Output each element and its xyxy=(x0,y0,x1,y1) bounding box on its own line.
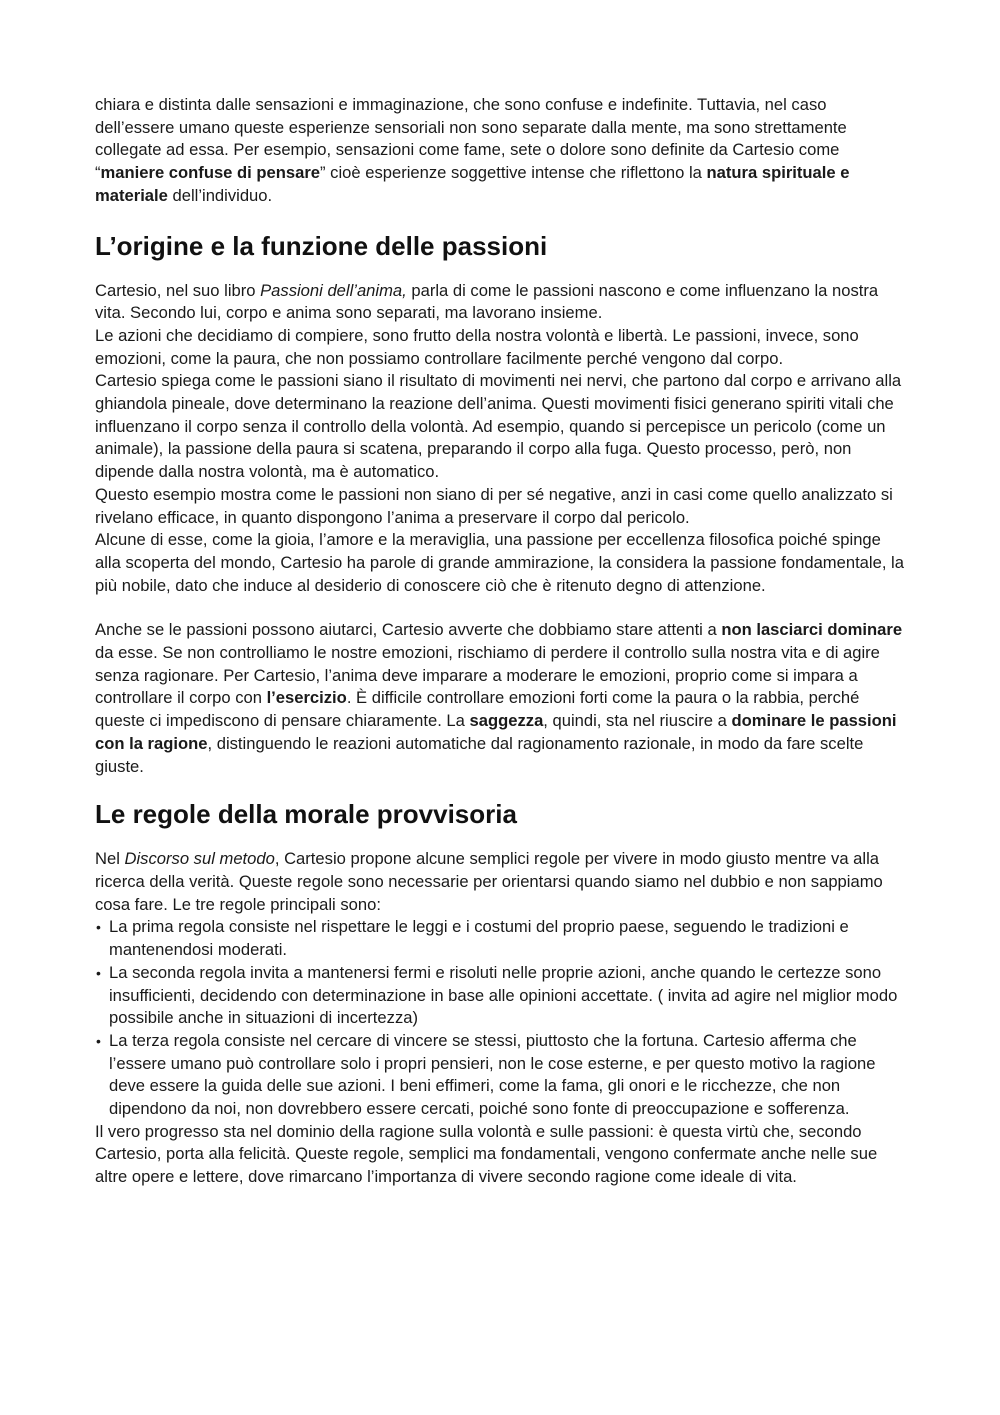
rule-item-3: • La terza regola consiste nel cercare di vincere se stessi, piuttosto che la fortuna. Cartesio afferma che l’essere umano può controllare solo i propri pensieri, non le cose esterne, e per questo motivo la ragione deve essere la guida delle sue azioni. I beni effimeri, come la fama, gli onori e le ricchezze, che non dipendono da noi, non dovrebbero essere cercati, poiché sono fonte di preoccupazione e sofferenza. xyxy=(95,1030,910,1121)
intro-bold-2: natura spirituale e materiale xyxy=(95,163,850,205)
origine-p6-text-1: Anche se le passioni possono aiutarci, Cartesio avverte che dobbiamo stare attenti a xyxy=(95,620,722,640)
intro-bold-1: maniere confuse di pensare xyxy=(100,163,321,183)
origine-p6-text-5: , distinguendo le reazioni automatiche dal ragionamento razionale, in modo da fare scelte giuste. xyxy=(95,733,864,776)
regole-p1-text-2: , Cartesio propone alcune semplici regole per vivere in modo giusto mentre va alla ricerca della verità. Queste regole sono necessarie per orientarsi quando siamo nel dubbio e non sappiamo cosa fare. Le tre regole principali sono: xyxy=(95,849,883,914)
section-heading-origine: L’origine e la funzione delle passioni xyxy=(95,230,548,261)
rule-item-1: • La prima regola consiste nel rispettare le leggi e i costumi del proprio paese, seguendo le tradizioni e mantenendosi moderati. xyxy=(95,916,910,961)
origine-p6-bold-1: non lasciarci dominare xyxy=(721,620,903,640)
origine-p6-bold-4: dominare le passioni con la ragione xyxy=(95,711,897,753)
origine-paragraph-1 xyxy=(95,280,910,325)
origine-paragraph-4: Questo esempio mostra come le passioni non siano di per sé negative, anzi in casi come quello analizzato si rivelano efficace, in quanto dispongono l’anima a preservare il corpo dal pericolo. xyxy=(95,484,893,527)
document-page xyxy=(95,94,910,1189)
origine-p6-text-2: da esse. Se non controlliamo le nostre emozioni, rischiamo di perdere il controllo sulla nostra vita e di agire senza ragionare. Per Cartesio, l’anima deve imparare a moderare le emozioni, proprio come si impara a controllare il corpo con xyxy=(95,643,880,708)
intro-paragraph xyxy=(95,94,910,208)
intro-text-3: dell’individuo. xyxy=(167,185,273,205)
intro-text-1: chiara e distinta dalle sensazioni e immaginazione, che sono confuse e indefinite. Tuttavia, nel caso dell’essere umano queste esperienze sensoriali non sono separate dalla mente, ma sono strettamente collegate ad essa. Per esempio, sensazioni come fame, sete o dolore sono definite da Cartesio come “ xyxy=(95,95,847,183)
origine-p6-bold-2: l’esercizio xyxy=(266,688,347,708)
origine-p1-italic: Passioni dell’anima, xyxy=(260,280,407,300)
regole-paragraph-1 xyxy=(95,848,910,916)
regole-paragraph-2: Il vero progresso sta nel dominio della ragione sulla volontà e sulle passioni: è questa virtù che, secondo Cartesio, porta alla felicità. Queste regole, semplici ma fondamentali, vengono confermate anche nelle sue altre opere e lettere, dove rimarcano l’importanza di vivere secondo ragione come ideale di vita. xyxy=(95,1121,878,1187)
origine-p6-text-3: . È difficile controllare emozioni forti come la paura o la rabbia, perché queste ci impediscono di pensare chiaramente. La xyxy=(95,688,860,731)
origine-p1-text-2: parla di come le passioni nascono e come influenzano la nostra vita. Secondo lui, corpo e anima sono separati, ma lavorano insieme. xyxy=(95,280,879,323)
origine-paragraph-6 xyxy=(95,619,910,778)
regole-p1-text-1: Nel xyxy=(95,849,125,869)
origine-paragraph-3: Cartesio spiega come le passioni siano il risultato di movimenti nei nervi, che partono dal corpo e arrivano alla ghiandola pineale, dove determinano la reazione dell’anima. Questi movimenti fisici generano spiriti vitali che influenzano il corpo senza il controllo della volontà. Ad esempio, quando si percepisce un pericolo (come un animale), la passione della paura si scatena, preparando il corpo alla fuga. Questo processo, però, non dipende dalla nostra volontà, ma è automatico. xyxy=(95,371,902,482)
rules-list xyxy=(95,916,910,1120)
origine-paragraph-2: Le azioni che decidiamo di compiere, sono frutto della nostra volontà e libertà. Le passioni, invece, sono emozioni, come la paura, che non possiamo controllare facilmente perché vengono dal corpo. xyxy=(95,325,859,368)
rule-item-2: • La seconda regola invita a mantenersi fermi e risoluti nelle proprie azioni, anche quando le certezze sono insufficienti, decidendo con determinazione in base alle opinioni accettate. ( invita ad agire nel miglior modo possibile anche in situazioni di incertezza) xyxy=(95,962,910,1030)
origine-paragraph-5: Alcune di esse, come la gioia, l’amore e la meraviglia, una passione per eccellenza filosofica poiché spinge alla scoperta del mondo, Cartesio ha parole di grande ammirazione, la considera la passione fondamentale, la più nobile, dato che induce al desiderio di conoscere ciò che è ritenuto degno di attenzione. xyxy=(95,530,904,595)
origine-p1-text-1: Cartesio, nel suo libro xyxy=(95,280,261,300)
intro-text-2: ” cioè esperienze soggettive intense che riflettono la xyxy=(320,163,707,183)
origine-p6-bold-3: saggezza xyxy=(469,711,544,731)
regole-p1-italic: Discorso sul metodo xyxy=(124,849,275,869)
origine-p6-text-4: , quindi, sta nel riuscire a xyxy=(543,711,732,731)
section-heading-regole: Le regole della morale provvisoria xyxy=(95,799,517,830)
